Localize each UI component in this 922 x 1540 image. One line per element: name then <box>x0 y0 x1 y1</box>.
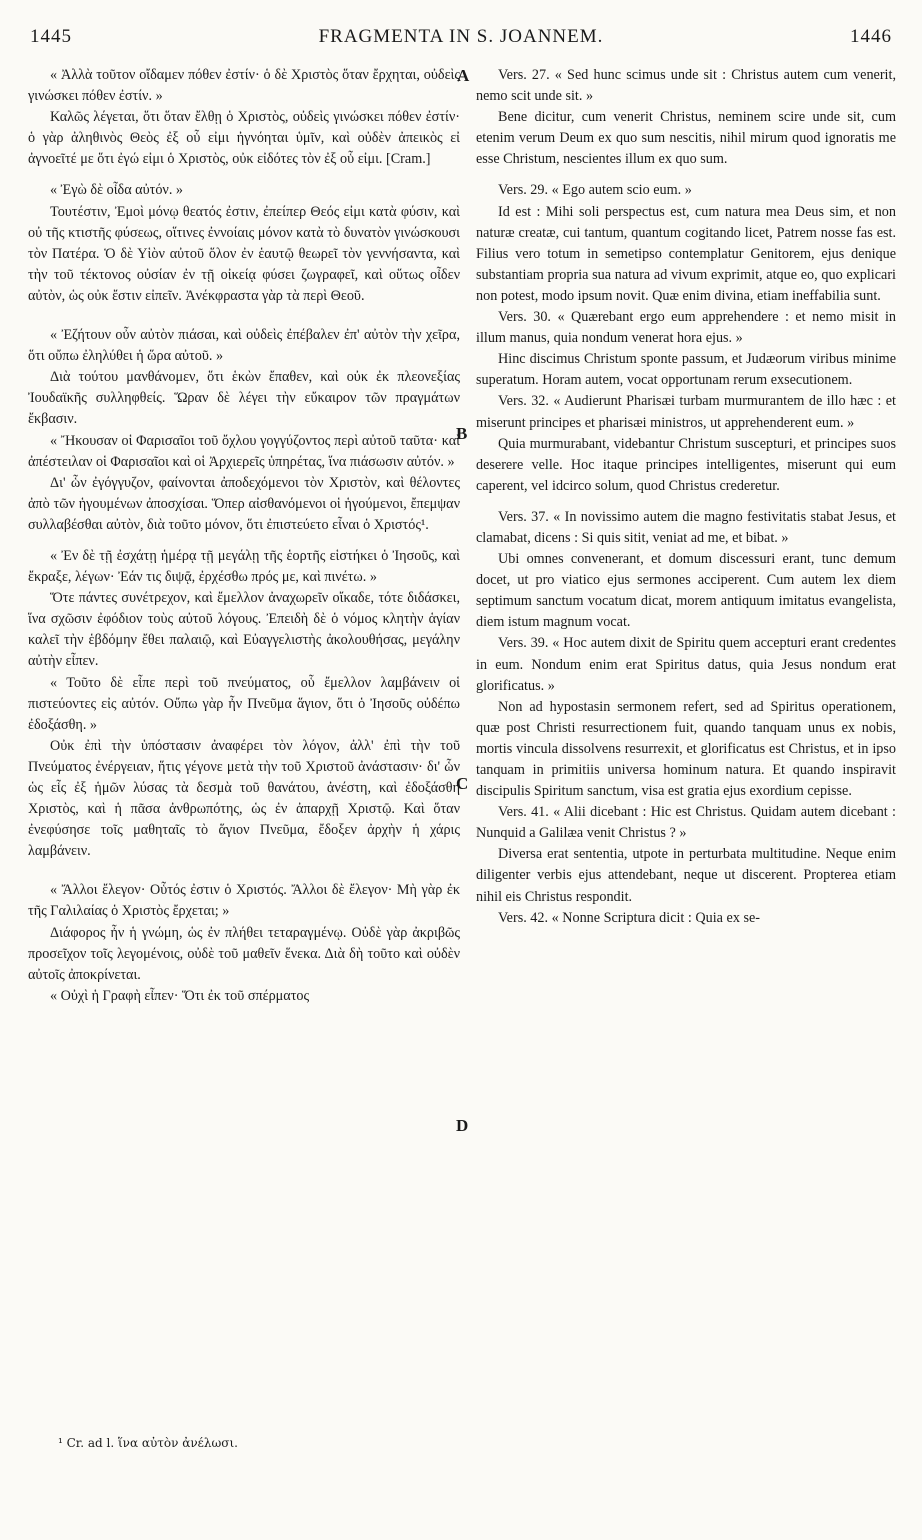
greek-commentary-30: Διὰ τούτου μανθάνομεν, ὅτι ἑκὼν ἔπαθεν, καὶ οὐκ ἐκ πλεονεξίας Ἰουδαϊκῆς συλληφθείς. Ὥραν δὲ λέγει τὴν εὔκαιρον τῶν πραγμάτων ἔκβασιν. <box>28 369 460 428</box>
greek-verse-37: « Ἐν δὲ τῇ ἐσχάτῃ ἡμέρᾳ τῇ μεγάλῃ τῆς ἑορτῆς εἱστήκει ὁ Ἰησοῦς, καὶ ἔκραξε, λέγων· Ἐάν τις διψᾷ, ἐρχέσθω πρός με, καὶ πινέτω. » <box>28 547 460 586</box>
greek-commentary-27: Καλῶς λέγεται, ὅτι ὅταν ἔλθῃ ὁ Χριστὸς, οὐδεὶς γινώσκει πόθεν ἐστίν· ὁ γὰρ ἀληθινὸς Θεὸς ἐξ οὗ εἰμι ἠγνόηται ὑμῖν, καὶ οὐδὲν ἀπεικὸς εἰ ἀγνοεῖτέ με ὅτι ἐγώ εἰμι ὁ Χριστὸς, οὐκ εἰδότες τὸν ἐξ οὗ εἰμι. [Cram.] <box>28 109 460 168</box>
greek-verse-30: « Ἐζήτουν οὖν αὐτὸν πιάσαι, καὶ οὐδεὶς ἐπέβαλεν ἐπ' αὐτὸν τὴν χεῖρα, ὅτι οὔπω ἐληλύθει ἡ ὥρα αὐτοῦ. » <box>28 327 460 365</box>
latin-verse-32: Vers. 32. « Audierunt Pharisæi turbam murmurantem de illo hæc : et miserunt principes et pharisæi ministros, ut apprehenderent eum. » <box>476 393 896 431</box>
latin-verse-42: Vers. 42. « Nonne Scriptura dicit : Quia ex se- <box>498 909 761 926</box>
latin-commentary-27: Bene dicitur, cum venerit Christus, neminem scire unde sit, cum etenim verum Deum ex quo sum nescitis, nihil mirum quod ignoratis me esse Christum, nescientes illum ex quo sum. <box>476 109 896 168</box>
greek-commentary-32: Δι' ὧν ἐγόγγυζον, φαίνονται ἀποδεχόμενοι τὸν Χριστὸν, καὶ θέλοντες ἀπὸ τῶν ἡγουμένων ἀποσχίσαι. Ὅπερ αἰσθανόμενοι οἱ ἡγούμενοι, ἔπεμψαν συλλαβέσθαι αὐτὸν, διὰ τοῦτο μόνον, ὅτι ἐπιστεύετο εἶναι ὁ Χριστός¹. <box>28 474 460 533</box>
running-title: FRAGMENTA IN S. JOANNEM. <box>318 26 604 47</box>
latin-commentary-29: Id est : Mihi soli perspectus est, cum natura mea Deus sim, et non naturæ creatæ, cui tantum, quantum cogitando licet, Patrem nosse fas est. Filius vero totum in semetipso contemplatur Genitorem, ejus denique substantiam propria sua natura ad vivum exprimit, atque eo, quo explicari non potest, modo ipsum novit. Quæ enim divina, etiam ineffabilia sunt. <box>476 203 896 304</box>
margin-marker-d: D <box>456 1116 469 1135</box>
latin-commentary-37: Ubi omnes convenerant, et domum discessuri erant, tunc demum docet, ut pro viatico ejus sermones acciperent. Cum autem lex diem septimum sanctum vocatum dicat, morem antiquum imitatus evangelista, diem istum magnum vocat. <box>476 551 896 631</box>
latin-column <box>476 65 896 929</box>
greek-verse-42: « Οὐχὶ ἡ Γραφὴ εἶπεν· Ὅτι ἐκ τοῦ σπέρματος <box>50 987 310 1004</box>
greek-commentary-41: Διάφορος ἦν ἡ γνώμη, ὡς ἐν πλήθει τεταραγμένῳ. Οὐδὲ γὰρ ἀκριβῶς προσεῖχον τοῖς λεγομένοις, οὐδὲ τοῦ μαθεῖν ἕνεκα. Διὰ δὴ τοῦτο καὶ οὐδὲν αὐτοῖς ἀποκρίνεται. <box>28 924 460 983</box>
greek-verse-27: « Ἀλλὰ τοῦτον οἴδαμεν πόθεν ἐστίν· ὁ δὲ Χριστὸς ὅταν ἔρχηται, οὐδεὶς γινώσκει πόθεν ἐστίν. » <box>28 67 460 105</box>
latin-verse-27: Vers. 27. « Sed hunc scimus unde sit : Christus autem cum venerit, nemo scit unde sit. » <box>476 67 896 105</box>
latin-commentary-39: Non ad hypostasin sermonem refert, sed ad Spiritus operationem, quæ post Christi resurrectionem fuit, quando tanquam unus ex nobis, mortis vincula dissolvens resurrexit, et glorificatus est Christus, et in ipso tanquam in primitiis universa hominum natura. Et quando inspiravit discipulis Spiritum sanctum, visa est gratia ejus exordium cepisse. <box>476 698 896 800</box>
greek-verse-39: « Τοῦτο δὲ εἶπε περὶ τοῦ πνεύματος, οὗ ἔμελλον λαμβάνειν οἱ πιστεύοντες εἰς αὐτόν. Οὔπω γὰρ ἦν Πνεῦμα ἅγιον, ὅτι ὁ Ἰησοῦς οὐδέπω ἐδοξάσθη. » <box>28 674 460 733</box>
latin-verse-37: Vers. 37. « In novissimo autem die magno festivitatis stabat Jesus, et clamabat, dicens : Si quis sitit, veniat ad me, et bibat. » <box>476 508 896 546</box>
greek-verse-41: « Ἄλλοι ἔλεγον· Οὗτός ἐστιν ὁ Χριστός. Ἄλλοι δὲ ἔλεγον· Μὴ γὰρ ἐκ τῆς Γαλιλαίας ὁ Χριστὸς ἔρχεται; » <box>28 882 460 920</box>
greek-commentary-39: Οὐκ ἐπὶ τὴν ὑπόστασιν ἀναφέρει τὸν λόγον, ἀλλ' ἐπὶ τὴν τοῦ Πνεύματος ἐνέργειαν, ἥτις γέγονε μετὰ τὴν τοῦ Χριστοῦ ἀνάστασιν· δι' ὧν ὡς εἷς ἐξ ἡμῶν λύσας τὰ δεσμὰ τοῦ θανάτου, ἀνέστη, καὶ ἐδοξάσθη Χριστὸς, καὶ ἡ πᾶσα ἀνθρωπότης, ὡς ἐν ἀπαρχῇ Χριστῷ. Καὶ ὅταν ἐνεφύσησε τοῖς μαθηταῖς τὸ ἅγιον Πνεῦμα, ἔδοξεν ἀρχὴν ἡ χάρις λαμβάνειν. <box>28 737 460 860</box>
page-header <box>30 26 892 56</box>
latin-commentary-30: Hinc discimus Christum sponte passum, et Judæorum viribus minime superatum. Horam autem, vocat opportunam rerum exsecutionem. <box>476 351 896 389</box>
latin-verse-29: Vers. 29. « Ego autem scio eum. » <box>498 182 692 199</box>
margin-marker-b: B <box>456 424 468 443</box>
latin-verse-41: Vers. 41. « Alii dicebant : Hic est Christus. Quidam autem dicebant : Nunquid a Galilæa venit Christus ? » <box>476 804 896 842</box>
latin-commentary-32: Quia murmurabant, videbantur Christum suscepturi, et principes suos deserere velle. Hoc itaque principes intelligentes, miserunt qui eum caperent, vel idcirco solum, quod Christus crederetur. <box>476 435 896 494</box>
latin-verse-30: Vers. 30. « Quærebant ergo eum apprehendere : et nemo misit in illum manus, quia nondum venerat hora ejus. » <box>476 309 896 347</box>
latin-commentary-41: Diversa erat sententia, utpote in perturbata multitudine. Neque enim diligenter verbis ejus attendebant, neque ut discerent. Propterea etiam nihil eis Christus respondit. <box>476 846 896 905</box>
footnote: ¹ Cr. ad l. ἵνα αὐτὸν ἀνέλωσι. <box>58 1436 238 1450</box>
greek-verse-32: « Ἤκουσαν οἱ Φαρισαῖοι τοῦ ὄχλου γογγύζοντος περὶ αὐτοῦ ταῦτα· καὶ ἀπέστειλαν οἱ Φαρισαῖοι καὶ οἱ Ἀρχιερεῖς ὑπηρέτας, ἵνα πιάσωσιν αὐτόν. » <box>28 432 460 470</box>
greek-verse-29: « Ἐγὼ δὲ οἶδα αὐτόν. » <box>50 182 184 199</box>
page-number-right: 1446 <box>850 26 892 47</box>
margin-marker-c: C <box>456 774 469 793</box>
latin-verse-39: Vers. 39. « Hoc autem dixit de Spiritu quem accepturi erant credentes in eum. Nondum enim erat Spiritus datus, quia Jesus nondum erat glorificatus. » <box>476 635 896 694</box>
page-number-left: 1445 <box>30 26 72 47</box>
margin-marker-a: A <box>457 66 470 85</box>
greek-commentary-37: Ὅτε πάντες συνέτρεχον, καὶ ἔμελλον ἀναχωρεῖν οἴκαδε, τότε διδάσκει, ἵνα σχῶσιν ἐφόδιον τοὺς αὐτοῦ λόγους. Ἐπειδὴ δὲ ὁ νόμος κλητὴν ἁγίαν καλεῖ τὴν ἑβδόμην ἔθει παλαιῷ, καὶ Εὐαγγελιστὴς ἀκολουθήσας, μεγάλην αὐτὴν εἶπεν. <box>28 590 460 670</box>
greek-commentary-29: Τουτέστιν, Ἐμοὶ μόνῳ θεατός ἐστιν, ἐπείπερ Θεός εἰμι κατὰ φύσιν, καὶ οὐ τῆς κτιστῆς φύσεως, οἵτινες ἐννοίαις μόνον κατὰ τὸ δυνατὸν γινώσκουσι τὸν Πατέρα. Ὁ δὲ Υἱὸν αὐτοῦ ὅλον ἐν ἑαυτῷ θεωρεῖ τὸν γεννήσαντα, καὶ τὴν τοῦ τέκτονος οὐσίαν ἐν τῇ οἰκείᾳ φύσει ζωγραφεῖ, καὶ οὕτως οἶδεν αὐτὸν, ὡς οὐκ ἔστιν εἰπεῖν. Ἀνέκφραστα γὰρ τὰ περὶ Θεοῦ. <box>28 203 460 304</box>
greek-column <box>28 65 460 1007</box>
